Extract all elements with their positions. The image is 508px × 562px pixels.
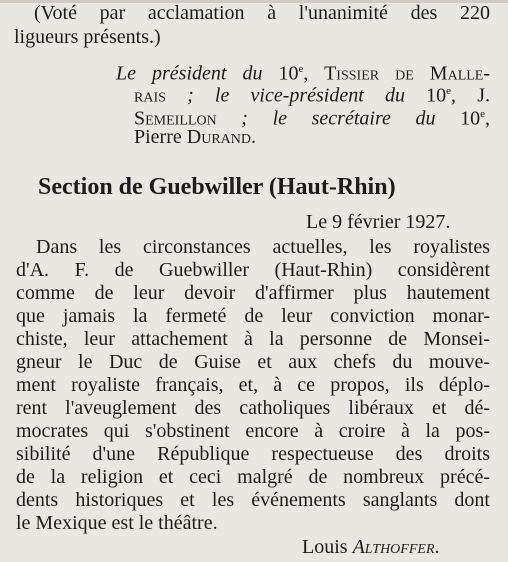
secretary-last-name: Durand <box>186 126 251 148</box>
secretary-label: ; le secrétaire du <box>216 107 461 130</box>
paragraph-line-6: gneur le Duc de Guise et aux chefs du mouve- <box>16 351 490 373</box>
paragraph-line-7: ment royaliste français, et, à ce propos, ils déplo- <box>16 374 490 396</box>
secretary-sup: e <box>480 108 485 120</box>
paragraph-line-12: dents historiques et les événements sanglants dont <box>16 489 490 511</box>
vice-president-number: 10 <box>426 84 447 107</box>
vote-line-2: ligueurs présents.) <box>14 26 161 48</box>
paragraph-line-3: comme de leur devoir d'affirmer plus hautement <box>16 282 490 304</box>
paragraph-line-9: mocrates qui s'obstinent encore à croire à la pos- <box>16 420 490 442</box>
secretary-end: . <box>251 126 256 148</box>
date-line: Le 9 février 1927. <box>306 211 451 233</box>
paragraph-line-1: Dans les circonstances actuelles, les royalistes <box>36 236 490 258</box>
section-title: Section de Guebwiller (Haut-Rhin) <box>38 174 396 200</box>
vote-line-1: (Voté par acclamation à l'unanimité des 220 <box>34 2 490 24</box>
president-label: Le président du <box>116 62 263 85</box>
president-number: 10 <box>278 62 299 85</box>
secretary-number: 10 <box>460 107 481 130</box>
president-sup: e <box>298 63 304 75</box>
author-end: . <box>434 536 440 558</box>
paragraph-line-13: le Mexique est le théâtre. <box>16 512 218 534</box>
vice-president-sup: e <box>446 85 452 97</box>
vice-president-name: Semeillon <box>134 107 217 130</box>
author-last-name: Althoffer <box>352 536 435 558</box>
vice-president-label: ; le vice-président du <box>165 84 427 107</box>
paragraph-line-2: d'A. F. de Guebwiller (Haut-Rhin) considèrent <box>16 259 490 281</box>
paragraph-line-10: sibilité d'une République respectueuse des droits <box>16 443 490 465</box>
paragraph-line-8: rent l'aveuglement des catholiques libéraux et dé- <box>16 397 490 419</box>
secretary-first-name: Pierre <box>134 126 187 148</box>
author-signature <box>302 536 440 558</box>
paragraph-line-11: de la religion et ceci malgré de nombreux précé- <box>16 466 490 488</box>
secretary-comma: , <box>485 107 490 130</box>
author-first-name: Louis <box>302 536 353 558</box>
president-name-end: rais <box>134 84 166 107</box>
signature-line-4 <box>134 126 256 148</box>
vice-president-initial: , J. <box>451 84 490 107</box>
paragraph-line-4: que jamais la fermeté de leur conviction monar- <box>16 305 490 327</box>
paragraph-line-5: chiste, leur attachement à la personne de Monsei- <box>16 328 490 350</box>
president-name: , Tissier de Malle- <box>303 62 491 85</box>
